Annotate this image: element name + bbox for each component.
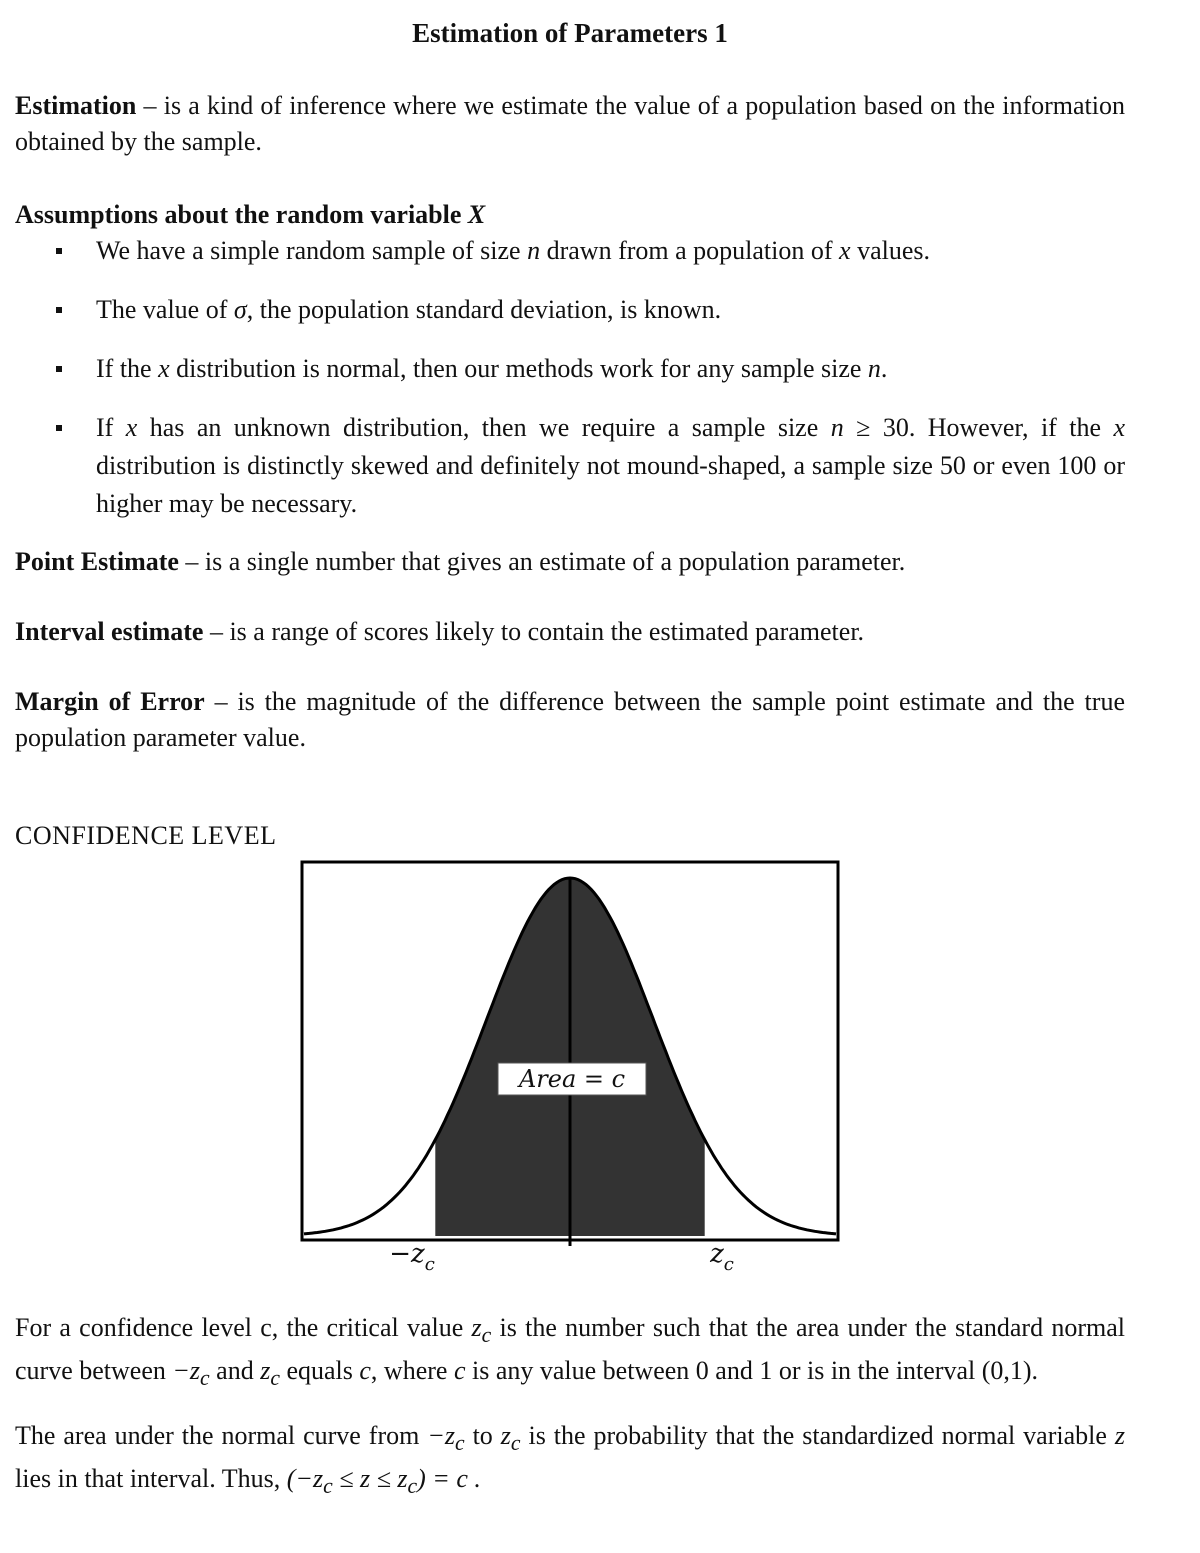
math-sub: c <box>454 1431 465 1456</box>
assumption-var: n <box>527 236 541 265</box>
math-var: c <box>453 1356 466 1386</box>
assumptions-list <box>50 232 1125 544</box>
assumption-text: We have a simple random sample of size <box>96 236 528 265</box>
para-text: The area under the normal curve from <box>15 1421 428 1450</box>
assumption-text: If the <box>96 354 159 383</box>
margin-of-error-text: – is the magnitude of the difference between the sample point estimate and the true population parameter value. <box>15 687 1125 752</box>
math-var: z <box>471 1313 482 1342</box>
assumption-var: σ <box>233 295 247 324</box>
critical-value-paragraph <box>15 1310 1125 1396</box>
assumption-text: The value of <box>96 295 234 324</box>
math-var: −z <box>427 1421 455 1450</box>
assumptions-heading-text: Assumptions about the random variable <box>15 200 468 229</box>
assumption-text: drawn from a population of <box>540 236 840 265</box>
para-text: lies in that interval. Thus, <box>15 1464 287 1494</box>
assumption-text: distribution is normal, then our methods work for any sample size <box>169 354 868 383</box>
bullet-icon <box>56 307 62 313</box>
math-expr: ) = c . <box>417 1464 481 1494</box>
neg-critical-label: $-z_c$ <box>389 1239 435 1275</box>
para-text: equals <box>279 1356 360 1386</box>
para-text: and <box>209 1356 261 1386</box>
estimation-definition <box>15 88 1125 160</box>
math-var: z <box>1114 1421 1125 1450</box>
math-sub: c <box>200 1366 210 1391</box>
math-sub: c <box>407 1474 418 1499</box>
math-expr: ≤ z ≤ z <box>332 1464 408 1494</box>
bullet-icon <box>56 366 62 372</box>
math-sub: c <box>481 1323 492 1348</box>
para-text: is any value between 0 and 1 or is in the interval (0,1). <box>465 1356 1039 1386</box>
normal-curve-figure <box>300 860 840 1280</box>
confidence-level-heading: CONFIDENCE LEVEL <box>15 821 277 850</box>
assumption-text: values. <box>850 236 931 265</box>
estimation-text: – is a kind of inference where we estimate the value of a population based on the information obtained by the sample. <box>15 91 1125 156</box>
page-title: Estimation of Parameters 1 <box>412 18 728 48</box>
point-estimate-definition <box>15 544 1125 580</box>
para-text: to <box>464 1421 501 1450</box>
interval-estimate-text: – is a range of scores likely to contain the estimated parameter. <box>203 617 865 646</box>
math-sub: c <box>510 1431 521 1456</box>
assumption-text: has an unknown distribution, then we require a sample size <box>137 413 831 442</box>
interval-estimate-definition <box>15 614 1125 650</box>
assumption-var: n <box>830 413 844 442</box>
estimation-term: Estimation <box>15 91 137 120</box>
bullet-icon <box>56 425 62 431</box>
assumption-var: n <box>867 354 881 383</box>
assumption-var: x <box>158 354 170 383</box>
assumption-item <box>50 409 1125 523</box>
math-sub: c <box>323 1474 333 1499</box>
assumption-text: . <box>880 354 888 383</box>
margin-of-error-term: Margin of Error <box>15 687 205 716</box>
assumptions-heading-var: X <box>467 200 486 229</box>
para-text: For a confidence level c, the critical value <box>15 1313 472 1342</box>
para-text: , where <box>370 1356 454 1386</box>
pos-critical-label: $z_c$ <box>710 1239 734 1275</box>
para-text: is the probability that the standardized normal variable <box>520 1421 1115 1450</box>
point-estimate-text: – is a single number that gives an estimate of a population parameter. <box>178 547 906 576</box>
math-var: z <box>260 1356 271 1386</box>
math-sub: c <box>270 1366 280 1391</box>
assumption-item <box>50 291 1125 329</box>
para-text: is the number such that the area under the standard normal curve between <box>15 1313 1125 1386</box>
area-probability-paragraph <box>15 1418 1125 1504</box>
math-var: z <box>500 1421 511 1450</box>
math-expr: (−z <box>286 1464 324 1494</box>
assumption-var: x <box>1113 413 1125 442</box>
bullet-icon <box>56 248 62 254</box>
area-label: Area = c <box>518 1065 626 1093</box>
interval-estimate-term: Interval estimate <box>15 617 204 646</box>
assumption-item <box>50 350 1125 388</box>
assumption-var: x <box>125 413 138 442</box>
normal-curve-diagram <box>300 860 840 1280</box>
assumption-item <box>50 232 1125 270</box>
assumption-text: ≥ 30. However, if the <box>843 413 1114 442</box>
math-var: c <box>359 1356 371 1386</box>
assumption-text: distribution is distinctly skewed and definitely not mound-shaped, a sample size 50 or even 100 or higher may be necessary. <box>96 451 1125 518</box>
assumption-var: x <box>839 236 851 265</box>
assumption-text: If <box>96 413 126 442</box>
point-estimate-term: Point Estimate <box>15 547 179 576</box>
margin-of-error-definition <box>15 684 1125 756</box>
math-var: −z <box>172 1356 201 1386</box>
assumptions-heading <box>15 197 1125 233</box>
assumption-text: , the population standard deviation, is known. <box>246 295 722 324</box>
